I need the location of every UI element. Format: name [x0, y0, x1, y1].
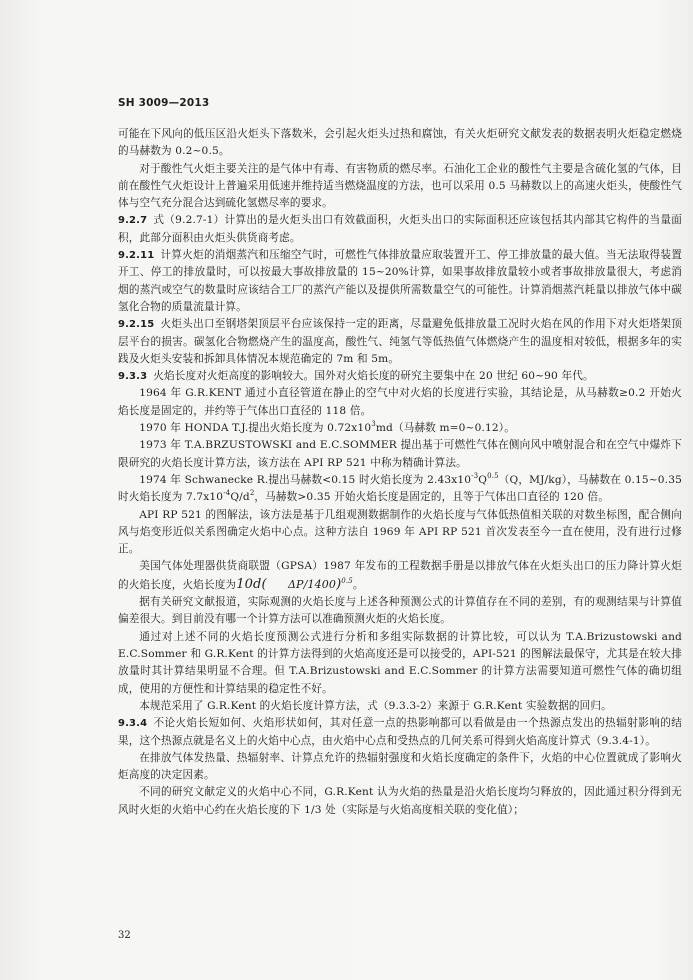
paragraph: 1973 年 T.A.BRZUSTOWSKI and E.C.SOMMER 提出基于可燃性气体在侧向风中喷射混合和在空气中爆炸下限研究的火焰长度计算方法，该方法在 API RP 521 中称为精确计算法。 — [118, 439, 682, 469]
clause-number: 9.2.7 — [118, 215, 148, 227]
clause-text: 式（9.2.7-1）计算出的是火炬头出口有效截面积，火炬头出口的实际面积还应该包括其内部其它构件的当量面积，此部分面积由火炬头供货商考虑。 — [118, 214, 682, 244]
clause-number: 9.2.11 — [118, 250, 155, 262]
clause-number: 9.2.15 — [118, 319, 155, 331]
paragraph: 本规范采用了 G.R.Kent 的火焰长度计算方法，式（9.3.3-2）来源于 G.R.Kent 实验数据的回归。 — [139, 699, 612, 712]
paragraph: 1974 年 Schwanecke R.提出马赫数<0.15 时火焰长度为 $2.43x10^{-3}Q^{0.5}(Q$，MJ/kg），马赫数在 0.15~0.35 时火焰长度为 $7.7x10^{-4}Q/d^2$，马赫数>0.35 开始火焰长度是固定的，且等于气体出口直径的 120 倍。 — [118, 471, 682, 504]
clause-number: 9.3.3 — [118, 371, 148, 383]
clause — [118, 715, 682, 750]
gpsa-formula: 10d( ΔP/1400)$^{0.5}$ — [236, 576, 353, 592]
clause — [118, 247, 682, 316]
exponent: 3 — [371, 420, 376, 429]
paragraph: API RP 521 的图解法，该方法是基于几组观测数据制作的火焰长度与气体低热值相关联的对数坐标图，配合侧向风与焰变形近似关系图确定火焰中心点。这种方法自 1969 年 API RP 521 首次发表至今一直在使用，没有进行过修正。 — [118, 508, 682, 556]
exponent: -3 — [471, 471, 479, 480]
clause — [118, 212, 682, 247]
paragraph: 1970 年 HONDA T.J.提出火焰长度为 $0.72x10^3md$（马赫数 m=0~0.12）。 — [139, 420, 515, 435]
paragraph: 通过对上述不同的火焰长度预测公式进行分析和多组实际数据的计算比较，可以认为 T.A.Brizustowski and E.C.Sommer 和 G.R.Kent 的计算方法得到的火焰高度还是可以接受的，API-521 的图解法最保守，尤其是在较大排放量时其计算结果明显不合理。但 T.A.Brizustowski and E.C.Sommer 的计算方法需要知道可燃性气体的确切组成，使用的方便性和计算结果的稳定性不好。 — [118, 630, 682, 695]
standard-code-header: SH 3009—2013 — [118, 97, 210, 109]
paragraph: 据有关研究文献报道，实际观测的火焰长度与上述各种预测公式的计算值存在不同的差别，有的观测结果与计算值偏差很大。到目前没有哪一个计算方法可以准确预测火炬的火焰长度。 — [118, 596, 682, 626]
clause-text: 计算火炬的消烟蒸汽和压缩空气时，可燃性气体排放量应取装置开工、停工排放量的最大值。当无法取得装置开工、停工的排放量时，可以按最大事故排放量的 15~20%计算，如果事故排放量较小或者事故排放量很大，考虑消烟的蒸汽或空气的数量时应该结合工厂的蒸汽产能以及提供所需数量空气的可能性。计算消烟蒸汽耗量以排放气体中碳氢化合物的质量流量计算。 — [118, 249, 682, 313]
exponent: 0.5 — [487, 471, 499, 480]
clause-text: 火炬头出口至钢塔架顶层平台应该保持一定的距离，尽量避免低排放量工况时火焰在风的作用下对火炬塔架顶层平台的损害。碳氢化合物燃烧产生的温度高，酸性气、纯氢气等低热值气体燃烧产生的温度相对较低，根据多年的实践及火炬头安装和拆卸具体情况本规范确定的 7m 和 5m。 — [118, 318, 682, 365]
clause-number: 9.3.4 — [118, 718, 148, 730]
paragraph: 在排放气体发热量、热辐射率、计算点允许的热辐射强度和火焰长度确定的条件下，火焰的中心位置就成了影响火炬高度的决定因素。 — [118, 751, 682, 782]
clause — [118, 368, 682, 385]
paragraph: 可能在下风向的低压区沿火炬头下落数米，会引起火炬头过热和腐蚀，有关火炬研究文献发表的数据表明火炬稳定燃烧的马赫数为 0.2~0.5。 — [118, 128, 682, 158]
exponent: -4 — [223, 489, 231, 498]
clause-text: 不论火焰长短如何、火焰形状如何，其对任意一点的热影响都可以看做是由一个热源点发出的热辐射影响的结果，这个热源点就是名义上的火焰中心点，由火焰中心点和受热点的几何关系可得到火焰高度计算式（9.3.4-1）。 — [118, 717, 682, 747]
exponent: 2 — [249, 489, 255, 498]
paragraph: 不同的研究文献定义的火焰中心不同，G.R.Kent 认为火焰的热量是沿火焰长度均匀释放的，因此通过积分得到无风时火炬的火焰中心约在火焰长度的下 1/3 处（实际是与火焰高度相关联的变化值）； — [118, 786, 682, 816]
paragraph: 美国气体处理器供货商联盟（GPSA）1987 年发布的工程数据手册是以排放气体在火炬头出口的压力降计算火炬的火焰长度，火焰长度为10d( ΔP/1400)$^{0.5}$。 — [118, 560, 682, 592]
paragraph: 对于酸性气火炬主要关注的是气体中有毒、有害物质的燃尽率。石油化工企业的酸性气主要是含硫化氢的气体，目前在酸性气火炬设计上普遍采用低速并维持适当燃烧温度的方法，也可以采用 0.5 马赫数以上的高速火炬头，使酸性气体与空气充分混合达到硫化氢燃尽率的要求。 — [118, 162, 682, 210]
clause — [118, 316, 682, 368]
paragraph: 1964 年 G.R.KENT 通过小直径管道在静止的空气中对火焰的长度进行实验，其结论是，从马赫数≥0.2 开始火焰长度是固定的，并约等于气体出口直径的 118 倍。 — [118, 387, 682, 417]
body-text — [118, 126, 682, 819]
clause-text: 火焰长度对火炬高度的影响较大。国外对火焰长度的研究主要集中在 20 世纪 60~90 年代。 — [153, 370, 594, 383]
page-number: 32 — [118, 930, 131, 941]
